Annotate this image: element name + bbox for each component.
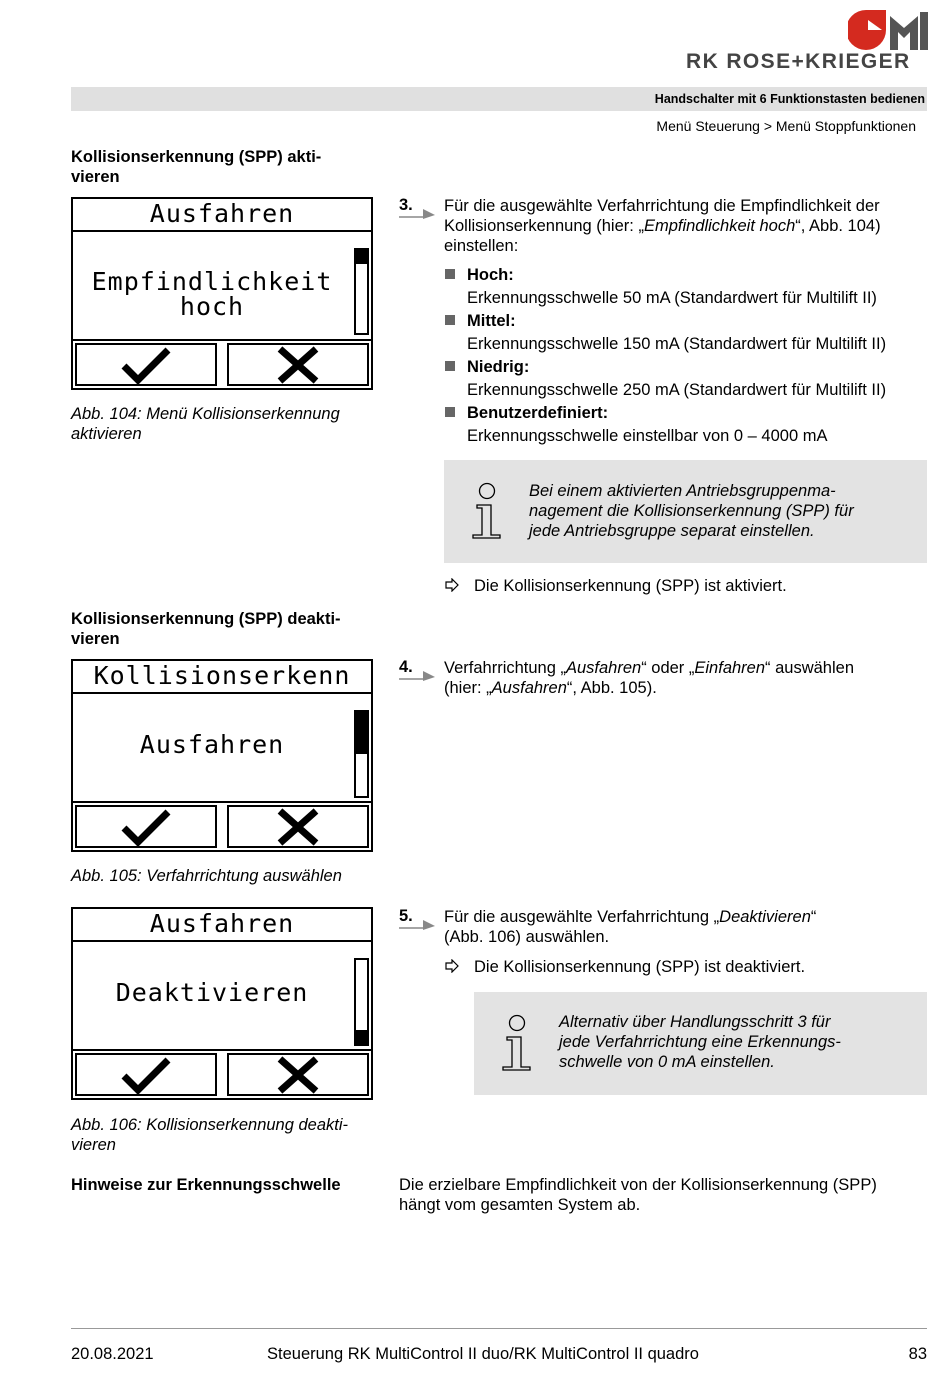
footer-divider <box>71 1328 927 1329</box>
lcd-title: Ausfahren <box>73 909 371 942</box>
confirm-button[interactable] <box>75 805 217 848</box>
result-arrow-icon <box>445 578 459 592</box>
lcd-scroll-thumb <box>356 712 367 754</box>
info-note-1: Bei einem aktivierten Antriebsgruppenma- nagement die Kollisionserkennung (SPP) für jede Antriebsgruppe separat einstellen. <box>444 460 927 563</box>
footer-title: Steuerung RK MultiControl II duo/RK MultiControl II quadro <box>267 1345 699 1363</box>
section-heading-deactivate: Kollisionserkennung (SPP) deakti- vieren <box>71 610 341 648</box>
lcd-title: Kollisionserkenn <box>73 661 371 694</box>
list-bullet <box>445 315 455 325</box>
step-5-text: Für die ausgewählte Verfahrrichtung „Deaktivieren“ (Abb. 106) auswählen. <box>444 908 817 946</box>
step-number-4: 4. <box>399 658 413 676</box>
step-arrow-icon <box>399 207 435 219</box>
lcd-scroll-thumb <box>356 1030 367 1044</box>
figure-caption-105: Abb. 105: Verfahrrichtung auswählen <box>71 867 342 885</box>
cross-icon <box>276 1056 320 1094</box>
step-number-3: 3. <box>399 196 413 214</box>
lcd-scrollbar <box>354 248 369 335</box>
lcd-display-direction <box>71 659 373 852</box>
option-mittel: Mittel: Erkennungsschwelle 150 mA (Standardwert für Multilift II) <box>467 312 887 353</box>
lcd-title: Ausfahren <box>73 199 371 232</box>
option-hoch: Hoch: Erkennungsschwelle 50 mA (Standardwert für Multilift II) <box>467 266 877 307</box>
lcd-display-sensitivity <box>71 197 373 390</box>
step-arrow-icon <box>399 918 435 930</box>
cancel-button[interactable] <box>227 343 369 386</box>
brand-name: RK ROSE+KRIEGER <box>686 50 911 73</box>
figure-caption-106: Abb. 106: Kollisionserkennung deakti- vieren <box>71 1116 349 1154</box>
checkmark-icon <box>121 808 171 846</box>
chapter-title: Handschalter mit 6 Funktionstasten bedienen <box>654 92 925 106</box>
checkmark-icon <box>121 1056 171 1094</box>
result-arrow-icon <box>445 959 459 973</box>
info-note-2: Alternativ über Handlungsschritt 3 für jede Verfahrrichtung eine Erkennungs- schwelle von 0 mA einstellen. <box>474 992 927 1095</box>
info-icon <box>470 482 504 540</box>
cancel-button[interactable] <box>227 805 369 848</box>
chapter-header-bar <box>71 87 927 111</box>
rk-logo-icon <box>848 8 928 50</box>
cross-icon <box>276 808 320 846</box>
cancel-button[interactable] <box>227 1053 369 1096</box>
step-arrow-icon <box>399 669 435 681</box>
list-bullet <box>445 407 455 417</box>
step-number-5: 5. <box>399 907 413 925</box>
step-3-text: Für die ausgewählte Verfahrrichtung die Empfindlichkeit der Kollisionserkennung (hier: „Empfindlichkeit hoch“, Abb. 104) einstellen: <box>444 197 881 255</box>
lcd-scroll-thumb <box>356 250 367 264</box>
lcd-value: Empfindlichkeit hoch <box>91 267 333 321</box>
figure-caption-104: Abb. 104: Menü Kollisionserkennung aktivieren <box>71 405 340 443</box>
section-heading-threshold: Hinweise zur Erkennungsschwelle <box>71 1176 341 1194</box>
info-icon <box>500 1014 534 1072</box>
section-heading-activate: Kollisionserkennung (SPP) akti- vieren <box>71 148 322 186</box>
lcd-scrollbar <box>354 710 369 798</box>
list-bullet <box>445 269 455 279</box>
result-deactivated: Die Kollisionserkennung (SPP) ist deaktiviert. <box>474 958 806 976</box>
lcd-value: Ausfahren <box>139 730 285 759</box>
footer-date: 20.08.2021 <box>71 1345 154 1363</box>
threshold-text: Die erzielbare Empfindlichkeit von der Kollisionserkennung (SPP) hängt vom gesamten System ab. <box>399 1176 877 1214</box>
option-niedrig: Niedrig: Erkennungsschwelle 250 mA (Standardwert für Multilift II) <box>467 358 887 399</box>
lcd-scrollbar <box>354 958 369 1046</box>
step-4-text: Verfahrrichtung „Ausfahren“ oder „Einfahren“ auswählen (hier: „Ausfahren“, Abb. 105). <box>444 659 855 697</box>
lcd-value: Deaktivieren <box>115 978 309 1007</box>
cross-icon <box>276 346 320 384</box>
option-benutzerdefiniert: Benutzerdefiniert: Erkennungsschwelle einstellbar von 0 – 4000 mA <box>467 404 828 445</box>
checkmark-icon <box>121 346 171 384</box>
breadcrumb: Menü Steuerung > Menü Stoppfunktionen <box>656 118 916 134</box>
list-bullet <box>445 361 455 371</box>
confirm-button[interactable] <box>75 343 217 386</box>
confirm-button[interactable] <box>75 1053 217 1096</box>
lcd-display-deactivate <box>71 907 373 1100</box>
page-number: 83 <box>908 1345 927 1363</box>
result-activated: Die Kollisionserkennung (SPP) ist aktiviert. <box>474 577 787 595</box>
